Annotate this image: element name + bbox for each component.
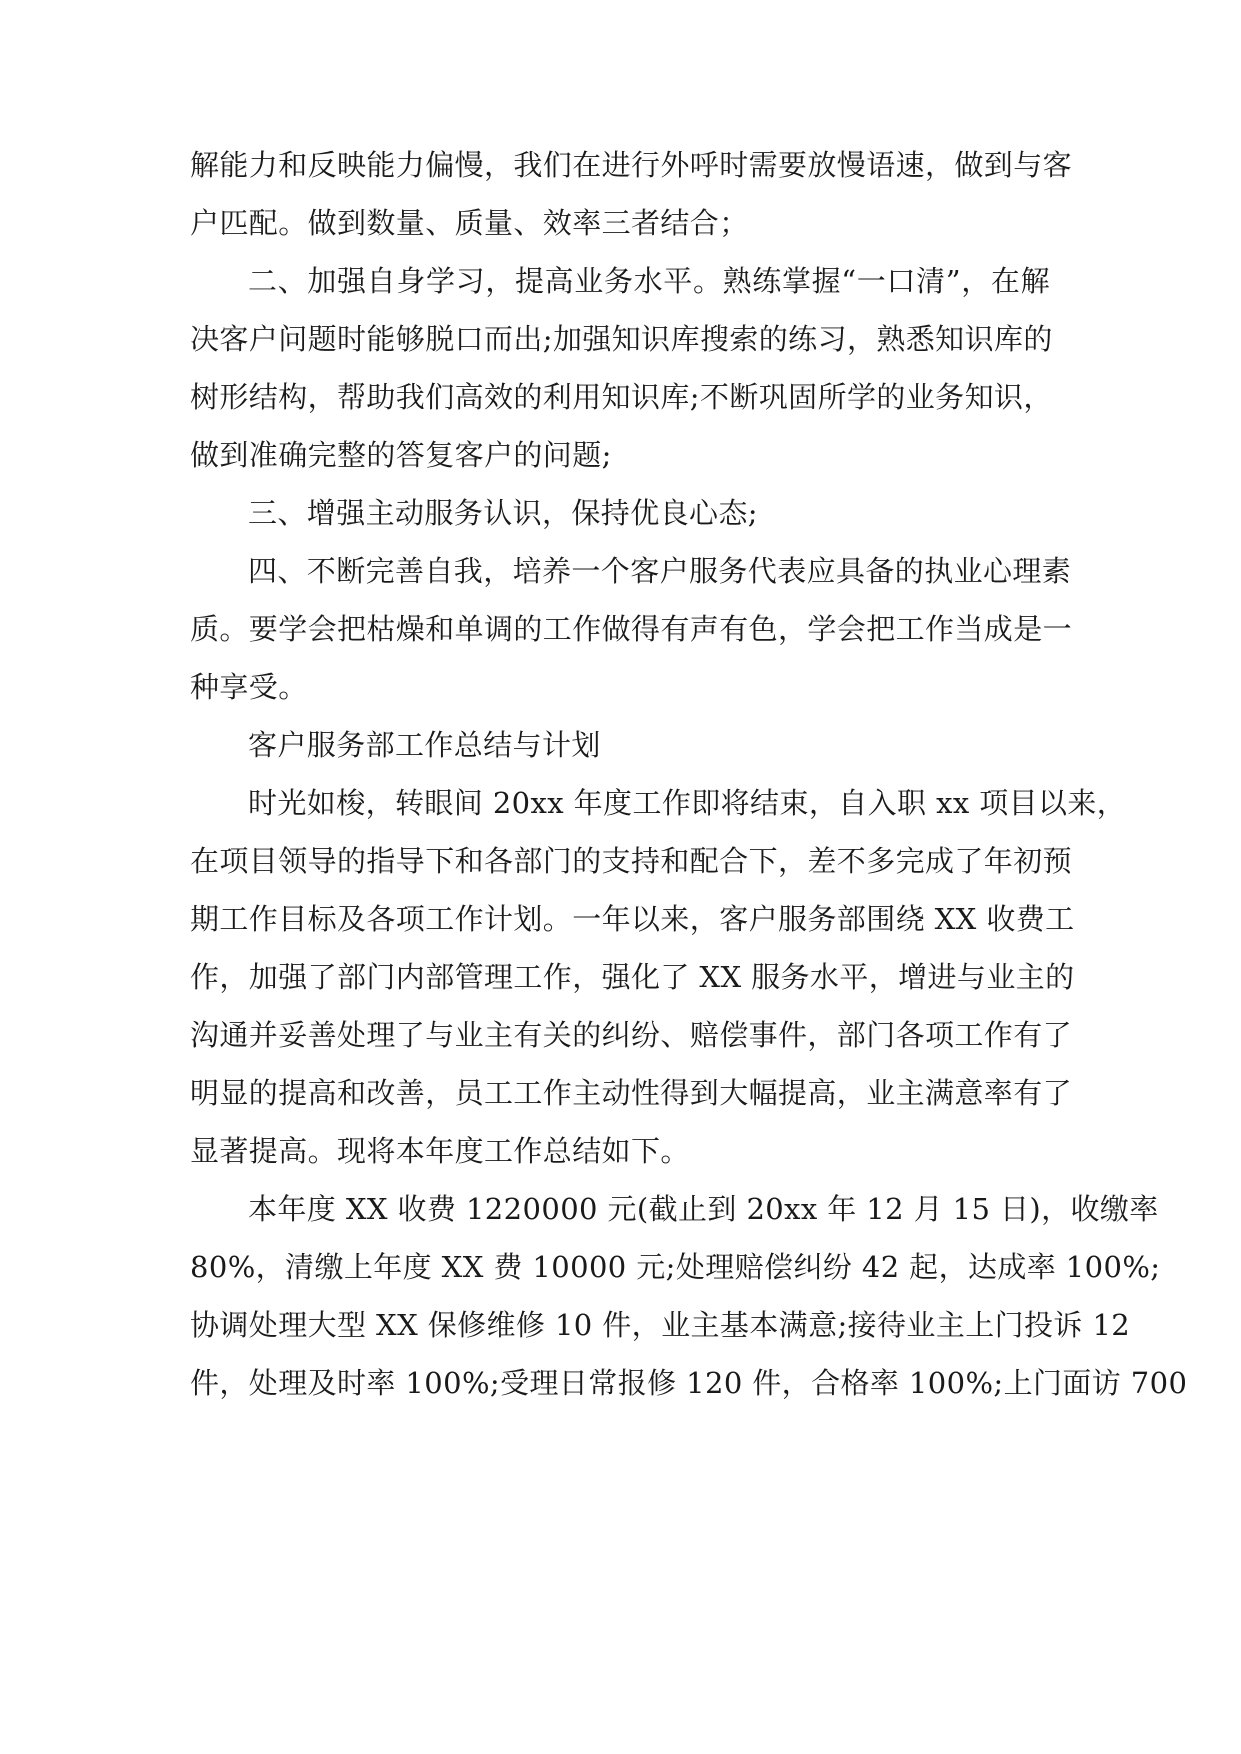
- text-line: 协调处理大型 XX 保修维修 10 件，业主基本满意;接待业主上门投诉 12: [190, 1308, 1131, 1342]
- text-line: 四、不断完善自我，培养一个客户服务代表应具备的执业心理素: [248, 554, 1072, 588]
- text-line: 显著提高。现将本年度工作总结如下。: [190, 1134, 690, 1168]
- text-line: 质。要学会把枯燥和单调的工作做得有声有色，学会把工作当成是一: [190, 612, 1073, 646]
- text-line: 明显的提高和改善，员工工作主动性得到大幅提高，业主满意率有了: [190, 1076, 1073, 1110]
- text-line: 作，加强了部门内部管理工作，强化了 XX 服务水平，增进与业主的: [190, 960, 1075, 994]
- text-line: 二、加强自身学习，提高业务水平。熟练掌握“一口清”，在解: [248, 264, 1050, 298]
- text-line: 解能力和反映能力偏慢，我们在进行外呼时需要放慢语速，做到与客: [190, 148, 1073, 182]
- text-line: 本年度 XX 收费 1220000 元(截止到 20xx 年 12 月 15 日)，收缴率: [248, 1192, 1159, 1226]
- text-line: 时光如梭，转眼间 20xx 年度工作即将结束，自入职 xx 项目以来，: [248, 786, 1127, 820]
- text-line: 期工作目标及各项工作计划。一年以来，客户服务部围绕 XX 收费工: [190, 902, 1075, 936]
- text-line: 三、增强主动服务认识，保持优良心态;: [248, 496, 758, 530]
- text-line: 户匹配。做到数量、质量、效率三者结合；: [190, 206, 749, 240]
- text-line: 种享受。: [190, 670, 308, 704]
- text-line: 在项目领导的指导下和各部门的支持和配合下，差不多完成了年初预: [190, 844, 1073, 878]
- section-heading: 客户服务部工作总结与计划: [248, 728, 601, 762]
- text-line: 沟通并妥善处理了与业主有关的纠纷、赔偿事件，部门各项工作有了: [190, 1018, 1073, 1052]
- text-line: 决客户问题时能够脱口而出;加强知识库搜索的练习，熟悉知识库的: [190, 322, 1053, 356]
- text-line: 做到准确完整的答复客户的问题;: [190, 438, 612, 472]
- text-line: 件，处理及时率 100%;受理日常报修 120 件，合格率 100%;上门面访 700: [190, 1366, 1188, 1400]
- text-line: 树形结构，帮助我们高效的利用知识库;不断巩固所学的业务知识，: [190, 380, 1053, 414]
- text-line: 80%，清缴上年度 XX 费 10000 元;处理赔偿纠纷 42 起，达成率 100%;: [190, 1250, 1161, 1284]
